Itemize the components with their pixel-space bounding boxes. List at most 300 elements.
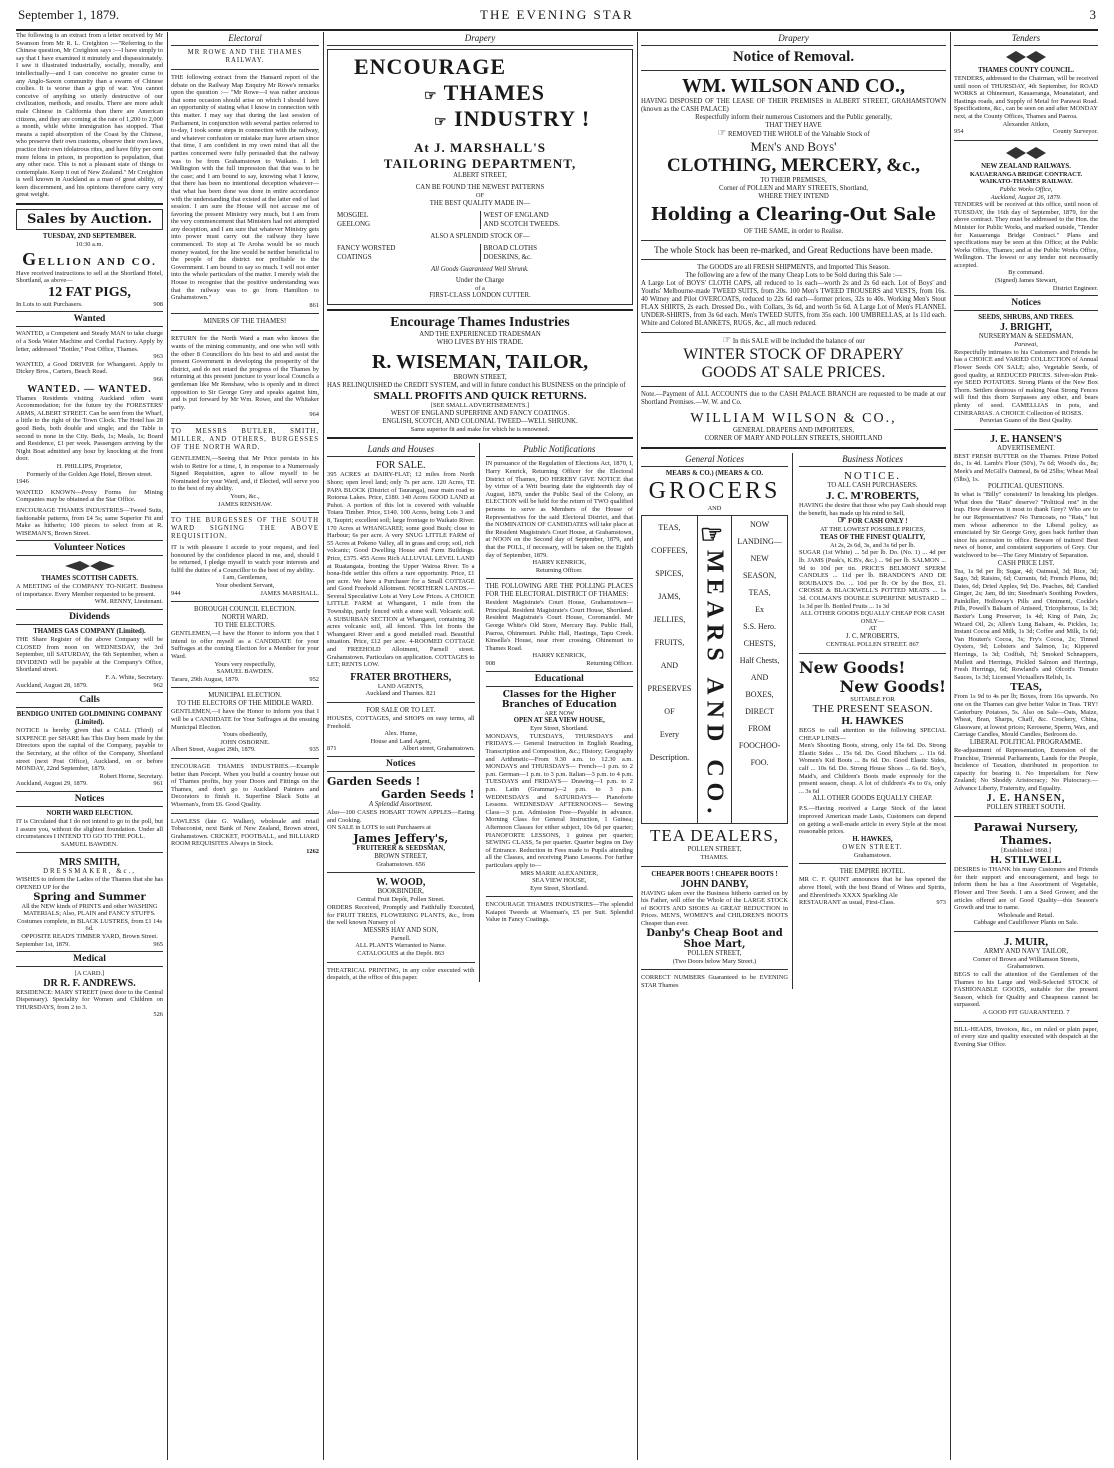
divider [954,816,1098,817]
clearing-out-sale: Holding a Clearing-Out Sale [650,204,937,225]
fabric-fancy-worsted: FANCY WORSTED [337,243,396,252]
divider [327,309,633,311]
see-small: [SEE SMALL ADVERTISEMENTS.] [430,402,530,410]
new-goods-2: New Goods! [839,676,946,696]
divider [171,601,319,602]
municipal-to: TO THE ELECTORS OF THE MIDDLE WARD. [176,700,314,708]
mens-boys: Men's and Boys' [750,139,837,154]
parawai-nursery: Parawai Nursery, Thames. [973,820,1079,847]
mears-top: MEARS & CO.) (MEARS & CO. [665,470,764,477]
foresters-formerly: Formerly of the Golden Age Hotel, Brown street. [26,470,153,478]
ad-number: 963 [153,353,163,361]
item-teas: TEAS, [658,522,681,532]
muir-text: BEGS to call the attention of the Gentlemen of the Thames to his Large and Well-Selected STOCK of FASHIONABLE GOODS, suitable for the present Season, which for Quality and Cheapness cannot be surpassed. [954,971,1098,1009]
orders-text: ORDERS Received, Promptly and Faithfully Executed, for FRUIT TREES, FLOWERING PLANTS, &c., from the well known Nursery of [327,903,475,927]
pointing-hand-icon: ☞ [434,115,448,130]
north-ward-title: NORTH WARD ELECTION. [46,809,133,817]
ad-number: 966 [153,376,163,383]
item-and-2: AND [750,672,769,682]
english-scotch: ENGLISH, SCOTCH, AND COLONIAL TWEED—WELL SHRUNK. [382,417,578,425]
to-all-cash: TO ALL CASH PURCHASERS. [827,482,918,489]
divider [641,866,788,867]
are-now: ARE NOW [544,709,575,717]
eti-title: Encourage Thames Industries [390,315,570,331]
municipal-sign1: Yours obediently, [222,731,268,739]
fabric-table-1 [334,211,626,229]
wiseman-tailor: R. WISEMAN, TAILOR, [371,351,589,374]
for-sale-let: FOR SALE OR TO LET. [366,707,436,714]
item-foo: FOO. [750,757,769,767]
mears-left-list [642,516,697,823]
notices-header: Notices [16,791,163,807]
item-half-chests: Half Chests, [739,655,780,665]
pollen-street: POLLEN STREET, [687,845,742,853]
cadets-text: A MEETING of the COMPANY TO-NIGHT. Business of importance. Every Member requested to be present. [16,583,163,598]
borough-sign2: SAMUEL BAWDEN. [216,668,274,676]
pointing-hand-icon: ☞ [722,335,732,346]
cash-price-text: Tea, 1s 9d per lb; Sugar, 4d; Oatmeal, 3d; Rice, 3d; Sago, 3d; Raisins, 6d; Currants, 6d; French Plums, 8d; Dates, 6d; Dried Apples, 9d; Do. Peaches, 8d; Candied Ginger, 2s; Jam, 8d tin; Steedman's Soothing Powders, Painkiller, Holloway's Pills and Ointment, Cockle's Pills, Powell's Balsam of Aniseed, Tricopherous, 1s 3d; Baxter's Lung Preserver, 1s 4d; King of Pain, 2s; Wizard Oil, 2s; Allen's Lung Balsam, 4s. Pickles, 1s; Instant Cocoa and Milk, 1s 3d; Coffee and Milk, 1s 6d; Van Houten's Cocoa, 3s; Fry's Cocoa, 2s; Tinned Oysters, 9d; Lobsters and Salmon, 1s; Kippered Herrings, 1s 3d; Codfish, 7d; Smoked Schnappers, Mullett and Herrings, Pickled Salmon and Herrings, Fresh Herrings, 6d; Rowland's and Olcott's Tomato Sauces, 1s 3d; Licensed Victuallers Relish, 1s. [954,567,1098,681]
realise: OF THE SAME, in order to Realise. [743,228,844,235]
sale-item: 12 FAT PIGS, [48,284,131,300]
item-foochoo: FOOCHOO- [738,740,781,750]
theatrical-printing: THEATRICAL PRINTING, in any color executed with despatch, at the office of this paper. [327,966,475,982]
north-ward-sign: SAMUEL BAWDEN. [61,840,118,848]
divider [954,1021,1098,1022]
quint-text: MR C. F. QUINT announces that he has opened the above Hotel, with the best Brand of Wines and Spirits, and Ehrenfried's XXXX Sparkling Ale [799,876,946,899]
polling-sign: 908 Returning Officer. [485,660,633,668]
north-ward-text: IT is Circulated that I do not intend to go to the poll, but I assure you, without the slightest foundation. Under all circumstances I INTEND TO GO TO THE POLL. [16,817,163,841]
mroberts-name-2: J. C. M'ROBERTS, [845,632,900,640]
grocers: GROCERS [648,478,781,504]
hawkes-name-2: H. HAWKES, [852,835,893,843]
pointing-hand-icon: ☞ [837,515,847,527]
muir-name: J. MUIR, [1003,935,1049,948]
divider [954,429,1098,430]
nurseryman: NURSERYMAN & SEEDSMAN, [978,333,1074,341]
encourage-doors-text: ENCOURAGE THAMES INDUSTRIES.—Example better than Precept. When you build a country house out of Thames profits, buy your Doors and Fittings on the Thames, and don't go to Auckland Painters and Decorators to finish it. Superfine Black Suits at Wiseman's, from £6. Good Quality. [171,762,319,808]
parawai: Parawai, [1014,341,1038,349]
muir-addr: Corner of Brown and Williamson Streets, Grahamstown. [972,955,1080,971]
wanted-foresters-text: Thames Residents visiting Auckland often want Accommodation; for the future try the FORESTERS' ARMS, ALBERT STREET. Can be seen from the Wharf, a little to the right of the Town Clock. The Hotel has 28 good Beds, both double and single; and the Table is second to none in the City. Beds, 1s; Meals, 1s; Board and Residence, £1 per week. Passengers arriving by the Night Boat admitted any hour by knocking at the front door. [16,394,163,463]
mroberts-name: J. C. M'ROBERTS, [826,490,919,502]
foresters-proprietor: H. PHILLIPS, Proprietor, [56,462,123,470]
fabric-broad-cloths: BROAD CLOTHS [483,243,537,252]
tenders-header: Tenders [954,32,1098,46]
industry-heading: ☞ INDUSTRY ! [434,106,591,131]
divider [641,332,946,333]
volunteer-header: Volunteer Notices [16,540,163,556]
wholesale-retail: Wholesale and Retail. [997,911,1055,919]
divider [327,962,475,963]
lands-column [327,443,480,981]
public-notifications-header: Public Notifications [486,443,634,457]
divider [954,140,1098,141]
borough-title: BOROUGH COUNCIL ELECTION. [194,606,296,614]
fabric-west-england: WEST OF ENGLAND [483,210,549,219]
divider [641,447,946,449]
of-label: OF [475,192,485,199]
column-divider [323,32,324,1460]
whole-stock: The whole Stock has been re-marked, and Great Reductions have been made. [654,245,933,255]
business-notices-header: Business Notices [799,453,946,467]
divider [954,931,1098,932]
frater-addr: Auckland and Thames. 821 [365,690,436,698]
nz-railways: NEW ZEALAND RAILWAYS. [981,162,1071,170]
item-chests: CHESTS, [743,638,776,648]
electoral-header: Electoral [171,32,319,46]
corner-mary-pollen: CORNER OF MARY AND POLLEN STREETS, SHORTLAND [704,435,883,442]
central-pollen: CENTRAL POLLEN STREET. 867 [826,640,919,648]
borough-text: GENTLEMEN,—I have the Honor to inform you that I intend to offer myself as a CANDIDATE for your Suffrages at the coming Election for a Member for your Ward. [171,630,319,661]
bookbinder: BOOKBINDER, [377,888,424,896]
price-list: SUGAR (1st White) ... 5d per lb. Do. (No. 1) ... 4d per lb. JAMS (Peak's, K.B's, &c.) ... 9d per lb. SALMON ... 9d to 10d per tin. PRICE'S BELMONT SPERM CANDLES ... 11d per lb. BRANDON'S AND DE ROUBAIX'S Do. ... 10d per lb. Or by the Box, £1. CROSSE & BLACKWELL'S POTTED MEATS ... 1s 3d. COLMAN'S DOUBLE SUPERFINE MUSTARD ... 1s 3d per lb. Bottled Fruits ... 1s 3d [799,549,946,610]
marshall-ad [327,49,633,305]
district-engineer: District Engineer. [1052,284,1098,292]
butler-text: GENTLEMEN,—Seeing that Mr Price persists in his wish to Retire for a time, I, in response to a Numerously Signed Requisition, agree to allow myself to be Nominated for your Ward, and, if Elected, will serve you to the best of my ability. [171,454,319,493]
mears-box [641,515,788,824]
classes-text: MONDAYS, TUESDAYS, THURSDAYS and FRIDAYS.— General Instruction in English Reading, Transcription and Composition, &c.; History; Geography and Arithmetic—From 9.30 a.m. to 12.30 a.m. MONDAYS and THURSDAYS— French—1 p.m. to 2 p.m. German—1 p.m. to 3 p.m. Italian—3 p.m. to 4 p.m. TUESDAYS and FRIDAYS— Drawing—1 p.m. to 2 p.m. Latin (Grammar)—2 p.m. to 3 p.m. WEDNESDAYS and SATURDAYS— Pianoforte Lessons. WEDNESDAY AFTERNOONS— Sewing Class—3 p.m. Admission Free—Payable in advance. Morning Class for General Instruction, 1 Guinea; Afternoon Classes for either subject, 10s 6d per quarter; PIANOFORTE LESSONS, 1 guinea per quarter; SEWING CLASS, 5s per quarter. Quarter begins on Day of Entrance. Reduction in Fees made to Pupils attending all the Classes, and receiving Piano Lessons. For further particulars apply to— [485,732,633,869]
all-other-goods-2: ALL OTHER GOODS EQUALLY CHEAP. [812,795,933,803]
public-column [486,443,634,981]
wanted-foresters-title: WANTED. — WANTED. [27,383,152,395]
divider [171,687,319,688]
fresh-shipments: The GOODS are all FRESH SHIPMENTS, and Imported This Season. [697,264,890,271]
eti-sub: AND THE EXPERIENCED TRADESMAN [419,331,541,339]
bendigo-sign: Robert Horne, Secretary. [99,772,163,780]
municipal-title: MUNICIPAL ELECTION. [208,692,282,700]
borough-to: TO THE ELECTORS. [214,622,276,630]
bendigo-date: Auckland, August 29, 1879. 961 [16,780,163,788]
danby-pollen: POLLEN STREET, [687,949,742,957]
central-depot: Central Fruit Depôt, Pollen Street. [356,896,445,904]
burgess-text: IT is with pleasure I accede to your request, and feel honoured by the confidence placed in me, and, should I be returned, I pledge myself to watch your interests and fulfil the duties of a Councillor to the best of my ability. [171,544,319,574]
divider [641,240,946,241]
lawless-text: LAWLESS (late G. Walker), wholesale and retail Tobacconist, next Bank of New Zealand, Brown street, Grahamstown. CRICKET, FOOTBALL, and BILLIARD ROOM REQUISITES Always in Stock. [171,817,319,848]
divider [799,863,946,864]
newspaper-title: THE EVENING STAR [480,7,634,22]
by-command: By command. [1008,269,1044,277]
their-premises: TO THEIR PREMISES, [760,177,827,184]
liberal-text: Re-adjustment of Representation, Extension of the Franchise, Triennial Parliaments, Lands for the People, Incidence of Taxation, distributed in proportion to capacity for bearing it. No Imperialism for New Zealand; No Shoddy Aristocracy; No Plutocracy.—Advance Liberty, Fraternity, and Equality. [954,746,1098,792]
wanted-driver: WANTED, a Good DRIVER for Whangarei. Apply to Dickey Bros., Carters, Beach Road. [16,360,163,376]
issue-date: September 1, 1879. [18,7,120,22]
corner-streets: Corner of POLLEN and MARY STREETS, Shortland, [719,185,868,192]
item-preserves: PRESERVES [647,683,692,693]
column-divider [167,32,168,1460]
where-intend: WHERE THEY INTEND [758,193,829,200]
notice-label: NOTICE. [843,470,902,482]
disposed-text: HAVING DISPOSED OF THE LEASE OF THEIR PREMISES in ALBERT STREET, GRAHAMSTOWN (known as the CASH PALACE) [641,98,946,113]
divider [171,758,319,759]
gas-company-title: THAMES GAS COMPANY (Limited). [33,628,146,636]
fabric-scotch: AND SCOTCH TWEEDS. [483,219,560,228]
general-notices-header: General Notices [641,453,788,467]
that-they-have: THAT THEY HAVE [765,122,822,129]
classes-title: Classes for the Higher Branches of Education [501,689,617,710]
rowe-text: THE following extract from the Hansard report of the debate on the Railway Map Enquiry Mr Rowe's remarks upon the question :— "Mr Rowe—I was rather anxious that some occasion should arise on which I should have an opportunity of stating what I know in connection with this matter. I may say that during the last session of Parliament, in conjunction with several parties referred to to-day, I took some steps in connection with the railway, and whatever confusion or mistake may have arisen since that time, I am confident in my own mind that all the parties concerned were fully persuaded that the railway was to be from Grahamstown to Waikato. I left Wellington with the full impression that that was to be the case; and I am bound to say, knowing what I know, that there has been no intentional deception whatever—that what has been done was done in entire accordance with the understanding that existed at the latter end of last session. I am sure the House will not accuse me of favoring the present Ministry very much, but I am from the very commencement that Ministers had not attempted any deception, and I am sure that whatever Ministry gets into power must carry out the railway they have commenced. To stop at Te Aroha would be so much money wasted, for the line would be neither beneficial to the people of the district nor profitable to the Government. I am bound to say so much. I will not enter into the whole particulars of the matter. I merely wish the House to recognise that the positive understanding was that the railway was to go from Hamilton to Grahamstown." [171,74,319,302]
election-notice: IN pursuance of the Regulation of Elections Act, 1870, I, Harry Kenrick, Returning Officer for the Electoral District of Thames, DO HEREBY GIVE NOTICE that by virtue of a Writ bearing date the eighteenth day of August, 1879, under the Public Seal of the Colony, an ELECTION will be held for the return of TWO qualified persons to serve as Members of the House of Representatives for the said Electoral District, and that the NOMINATION OF CANDIDATES will take place at the Resident Magistrate's Court House, at Grahamstown, at NOON on the Second day of September, 1879, and that the POLL, if necessary, will be taken on the Eighth day of September, 1879. [485,460,633,559]
gas-date: Auckland, August 28, 1879. 962 [16,681,163,689]
item-boxes: BOXES, [745,689,774,699]
stewart-name: (Signed) James Stewart, [995,277,1057,285]
item-of: OF [664,706,675,716]
rowe-title: MR ROWE AND THE THAMES RAILWAY. [187,49,303,64]
empire-hotel: THE EMPIRE HOTEL. [839,868,906,876]
danby-text: HAVING taken over the Business hitherto carried on by his Father, will offer the Whole of the LARGE STOCK of BOOTS AND SHOES At GREAT REDUCTION in Prices. MEN'S, WOMEN'S and CHILDREN'S BOOTS Cheaper than ever. [641,889,788,927]
mrs-smith-title: MRS SMITH, [59,857,120,869]
hansen-title: J. E. HANSEN'S [990,433,1062,445]
stilwell-name: H. STILWELL [990,854,1062,867]
column-3 [327,32,633,1460]
clothing-mercery: CLOTHING, MERCERY, &c., [666,155,921,176]
mroberts-text: HAVING the desire that those who pay Cash should reap the benefit, has made up his mind to Sell, [799,502,946,517]
burgess-title: TO THE BURGESSES OF THE SOUTH WARD SIGNING THE ABOVE REQUISITION. [171,517,319,541]
divider [16,203,163,205]
item-spices: SPICES, [655,568,684,578]
respect-text: Respectfully inform their numerous Customers and the Public generally, [695,114,892,121]
item-teas-2: TEAS, [748,587,771,597]
billheads-text: BILL-HEADS, Invoices, &c., on ruled or plain paper, of every size and quality executed with despatch at the Evening Star Office. [954,1025,1098,1048]
crest-icon [1001,145,1051,161]
column-4 [641,32,946,1460]
divider [486,578,634,579]
divider [641,259,946,260]
grahamstown: Grahamstown. [853,851,892,859]
general-drapers: GENERAL DRAPERS AND IMPORTERS, [733,427,854,434]
on-sale: ON SALE in LOTS to suit Purchasers at [327,824,431,832]
masthead [0,0,1114,26]
hume-name: Alex. Hume, [384,730,418,738]
item-from: FROM [748,723,771,733]
at-label: AT [868,625,877,633]
lands-header: Lands and Houses [327,443,475,457]
gas-company-text: THE Share Register of the above Company will be CLOSED from noon on WEDNESDAY, the 3rd September, till SATURDAY, the 6th September, when a DIVIDEND will be payable at the Company's Office, Shortland street. [16,636,163,674]
jeff-town: Grahamstown. 656 [376,860,426,868]
political-questions: POLITICAL QUESTIONS. [987,483,1065,491]
pointing-hand-icon: ☞ [717,128,727,139]
kenrick-name: HARRY KENRICK, [532,652,586,660]
spring-summer: Spring and Summer [33,891,146,903]
winter-stock: WINTER STOCK OF DRAPERY [683,346,904,363]
gas-sign: F. A. White, Secretary. [105,674,163,682]
liberal-programme: LIBERAL POLITICAL PROGRAMME. [969,738,1083,746]
restaurant: RESTAURANT as usual, First-Class. 973 [799,899,946,907]
danby-two-doors: (Two Doors below Mary Street.) [672,957,757,965]
cadets-sign: WM. RENNY, Lieutenant. [94,598,163,606]
drapery-header: Drapery [327,32,633,46]
jeffery-name: James Jeffery's, [353,831,449,845]
new-goods-1: New Goods! [799,657,906,677]
land-listings: 395 ACRES at DAIRY-FLAT; 12 miles from North Shore; open level land; only 7s per acre. 120 Acres, TE PAPA BLOCK (District of Tauranga), near main road to Rotorua Lakes. Price, £180. 140 Acres GOOD LAND at Puhoi. A portion of this lot is covered with valuable Totara Timber. Price, £140. 100 Acres, being Lots 3 and 8, Taupiri; excellent soil; large frontage to Waikato River. 170 Acres at WHANGAREI; some good Bush; close to Harbour; 6s per acre. A very SNUG LITTLE FARM of 55 Acres at Pokeno Valley, all in grass and crop; soil, rich volcanic; Good Dwelling House and Farm Buildings. Price, £375. 455 Acres Rich ALLUVIAL LEVEL LAND at Ruatangata, fronting the Upper Wairoa River. To a bona-fide settler this offers a rare opportunity. Price, £1 per acre. We have a Purchaser for a Small COTTAGE and Good Freehold Allotment. NORTHERN LANDS.—Several Speculative Lots at Very Low Prices. A CHOICE LITTLE FARM at Whangarei, 1 mile from the Township, partly fenced with a stone wall. Volcanic soil. A SUBURBAN SECTION at Whangarei, containing 30 acres volcanic soil, all fenced. This lot fronts the Whangarei River and a good metalled road. Beautiful situation. Price, £12 per acre. 4-ROOMED COTTAGE and FREEHOLD Allotment, Parnell street. Grahamstown. Particulars on application. COTTAGES to LET; RENTS LOW. [327,471,475,669]
hawkes-text: BEGS to call attention to the following SPECIAL CHEAP LINES— [799,727,946,742]
west-superfine: WEST OF ENGLAND SUPERFINE AND FANCY COATINGS. [390,409,570,417]
danby-name: JOHN DANBY, [680,878,749,890]
alexander-name: MRS MARIE ALEXANDER, [520,869,599,877]
in-this-sale: ☞ In this SALE will be included the balance of our [722,335,865,346]
garden-seeds-2: Garden Seeds ! [381,787,475,801]
lower-section [327,443,633,981]
albert-street: ALBERT STREET, [453,172,507,179]
general-notices-column [641,453,793,989]
mears-vertical: ☞MEARS AND CO. [697,516,732,823]
eyre-street: Eyre Street, Shortland. [530,725,589,733]
column-1 [16,32,163,1460]
thames-heading: ☞ THAMES [424,80,546,105]
aitken-name: Alexander Aitken, [1002,120,1050,128]
divider [486,896,634,897]
page-number: 3 [1089,7,1096,22]
all-other-goods: ALL OTHER GOODS EQUALLY CHEAP FOR CASH ONLY— [800,610,945,625]
municipal-text: GENTLEMEN,—I have the Honor to inform you that I will be a CANDIDATE for Your Suffrages at the ensuing Municipal Election. [171,708,319,731]
sale-instructions: Have received instructions to sell at the Shortland Hotel, Shortland, as above— [16,269,163,285]
lots-list: A Large Lot of BOYS' CLOTH CAPS, all reduced to 1s each—worth 2s and 2s 6d each. Lot of Boys' and Youths' Melbourne-made TWEED SUITS, from 20s. 100 Men's TWEED TROUSERS and VESTS, from 16s. 40 Witney and Pilot OVERCOATS, reduced to 22s 6d each—former prices, 32s to 40s. Working Men's Stout FLAX SHIRTS, 2s each. Dressed Do., with Collars, 3s 6d, and worth 5s 6d. A Large Lot of Men's FLANNEL UNDER-SHIRTS, from 3s 6d each. Men's TWEED SUITS, from 35s each. 100 UMBRELLAS, at 1s 11d each. White and Colored BLANKETS, RUGS, &c., all much reduced. [641,280,946,327]
item-description: Description. [649,752,690,762]
miners-text: RETURN for the North Ward a man who knows the wants of the mining community, and one who will with the other 8 Councillors do his best to aid and assist the present Government in developing the prosperity of the district, and do not retard the progress of the Thames by returning at this present juncture to your local Councils a gentleman like Mr Renshaw, who is openly and in direct opposition to Sir George Grey and speaks against him, and is put forward by Mr Wm. Rowe, and the Whitaker party. [171,335,319,411]
bendigo-text: NOTICE is hereby given that a CALL (Third) of SIXPENCE per SHARE has This Day been made by the Directors upon the capital of the Company, payable to the Secretary, at the office of the Company, Shortland street (next Post Office), Auckland, on or before MONDAY, 22nd September, 1879. [16,727,163,773]
suitable-for: SUITABLE FOR [850,695,895,703]
cheap-lots: The following are a few of the many Cheap Lots to be Sold during this Sale :— [685,272,902,279]
stilwell-text: DESIRES to THANK his many Customers and Friends for their support and encouragement, and begs to inform them he has a fine Assortment of Vegetable, Flower and Tree Seeds. I am a Seed Grower, and the articles offered are of Good Quality—this Season's Growth and true to name. [954,866,1098,912]
present-season: THE PRESENT SEASON. [812,703,933,716]
item-jams: JAMS, [658,591,681,601]
divider [171,313,319,314]
butter-text: BEST FRESH BUTTER on the Thames. Prime Potted do., 1s 4d. Lamb's Flour (50's), 7s 6d; Wood's do., 8s; Meek's and McGill's Oatmeal, 8s 6d 25lbs; Wheat Meal (5lbs), 1s. [954,452,1098,483]
hume-title: House and Land Agent, [370,737,431,745]
sea-view-house: OPEN AT SEA VIEW HOUSE, [513,717,605,725]
divider [327,702,475,703]
divider [327,437,633,439]
mrs-smith-text: WISHES to inform the Ladies of the Thames that she has OPENED UP for the [16,876,163,891]
small-profits: SMALL PROFITS AND QUICK RETURNS. [373,390,587,403]
for-sale: FOR SALE. [376,460,426,472]
army-navy-tailor: ARMY AND NAVY TAILOR, [983,947,1069,955]
advertisement-label: ADVERTISEMENT. [997,444,1055,452]
ps-text: P.S.—Having received a Large Stock of the latest improved American made Lasts, Customers can depend on getting a well-made article in every Style at the most reasonable prices. [799,805,946,836]
mrs-smith-addr: OPPOSITE READ'S TIMBER YARD, Brown Street. [21,932,158,940]
hawkes-name: H. HAWKES [841,715,904,728]
public-works-office: Public Works Office, [999,185,1053,193]
divider [171,813,319,814]
butler-title: TO MESSRS BUTLER, SMITH, MILLER, AND OTHERS, BURGESSES OF THE NORTH WARD. [171,427,319,451]
owen-street: OWEN STREET. [842,843,903,851]
divider [171,69,319,70]
encourage-industries-wiseman: ENCOURAGE THAMES INDUSTRIES—Tweed Suits, fashionable patterns, from £4 5s; same Superior Fit and Make as hitherto; 100 pieces to select from at R. WISEMAN'S, Brown Street. [16,506,163,537]
ad-number: 526 [153,1011,163,1019]
item-ex: Ex [755,604,765,614]
hansen-name: J. E. HANSEN, [986,792,1066,804]
mrs-smith-text2: All the NEW kinds of PRINTS and other WASHING MATERIALS; Also, PLAIN and FANCY STUFFS. [21,902,158,918]
column-divider [950,32,951,1460]
tcc-sign: 954 County Surveyor. [954,128,1098,136]
wanted-proxy-forms: WANTED KNOWN—Proxy Forms for Mining Companies may be obtained at the Star Office. [16,488,163,504]
burgess-sign: 944 JAMES MARSHALL. [171,589,319,597]
correct-numbers: CORRECT NUMBERS Guaranteed to be EVENING STAR Thames [641,974,788,989]
divider [171,330,319,331]
encourage-heading: ENCOURAGE [354,54,507,79]
wiseman-text: HAS RELINQUISHED the CREDIT SYSTEM, and will in future conduct his BUSINESS on the principle of [327,382,626,390]
borough-date: Tararu, 29th August, 1879. 952 [171,675,319,683]
kauaeranga-contract: KAUAERANGA BRIDGE CONTRACT. [969,170,1083,178]
payment-note: Note.—Payment of ALL ACCOUNTS due to the CASH PALACE BRANCH are requested to be made at our Shortland Premises.—W. W. and Co. [641,391,946,406]
cabbage-plants: Cabbage and Cauliflower Plants on Sale. [973,919,1079,927]
frater-sub: LAND AGENTS, [377,682,424,690]
mrs-smith-text3: Costumes complete, in BLACK LUSTRES, from £1 14s 6d. [16,917,163,933]
miners-title: MINERS OF THE THAMES! [203,318,287,326]
pointing-hand-icon: ☞ [424,89,438,104]
tailoring-dept: TAILORING DEPARTMENT, [383,156,577,171]
goods-sale-prices: GOODS AT SALE PRICES. [701,364,886,381]
hay-and-son: MESSRS HAY AND SON, [363,926,439,934]
fabric-geelong: GEELONG [337,219,371,228]
teas-text: From 1s 9d to 4s per lb; Boxes, from 16s upwards. No one on the Thames can give better Value in Teas. TRY! Canterbury Potatoes, 5s. Also on Sale—Oats, Maize, Wheat, Bran, Sharps, Chaff, &c. Crockery, China, Glassware, at lowest prices; Kerosene, Sperm, Wax, and Carriage Candles, Mould Candles, Bedroom do. [954,693,1098,739]
item-every: Every [659,729,679,739]
of-a-label: of a [475,284,485,292]
best-quality: THE BEST QUALITY MADE IN— [429,199,531,207]
item-fruits: FRUITS, [654,637,685,647]
business-notices-column [799,453,946,989]
established: [Established 1868.] [1001,846,1051,854]
william-wilson: WILLIAM WILSON & CO., [690,411,897,426]
borough-sign1: Yours very respectfully, [214,660,276,668]
ad-number: 1946 [16,478,29,486]
item-season: SEASON, [743,570,777,580]
sale-date: TUESDAY, 2ND SEPTEMBER. [42,233,137,241]
wanted-soda-water: WANTED, a Competent and Steady MAN to take charge of a Soda Water Machine and Cordial Factory. Apply by letter, addressed "Bottler," Post Office, Thames. [16,330,163,353]
political-text: In what is "Billy" consistent? In breaking his pledges. What does the "Rats" deserve? "Political rest" in the trap. How deserves it most to thank Grey? Who are to be our Representatives? No Turncoats, no "Rats," but men whose adherence to the Liberal policy, as enunciated by Sir George Grey, goes back further than since his accession to office. Beware of traitors! Best news of honor, and consistent supporters of Grey. Our watchword to be—The Grey Ministry of Separation. [954,491,1098,559]
teas-heading: TEAS, [1010,681,1042,694]
mrs-smith-date: September 1st, 1879. 965 [16,940,163,948]
item-landing: LANDING— [737,536,782,546]
catalogues: CATALOGUES at the Depôt. 863 [357,949,445,957]
dividends-header: Dividends [16,609,163,625]
nzr-text: TENDERS will be received at this office, until noon of TUESDAY, the 16th day of September, 1879, for the above contract. They must be addressed to the Hon. the Minister for Public Works, and marked outside, "Tender for Kauaeranga Bridge Contract." Plans and specifications may be seen at this Office; at the Public Works Office, Thames; and at the Public Works Office, Wellington. The lowest or any tender not necessarily accepted. [954,201,1098,269]
ad-number: 964 [309,411,319,419]
london-cutter: FIRST-CLASS LONDON CUTTER. [429,292,531,300]
municipal-date: Albert Street, August 29th, 1879. 935 [171,746,319,754]
kenrick-name: HARRY KENRICK, [532,559,586,567]
lower-section-4 [641,453,946,989]
doctor-name: DR R. F. ANDREWS. [43,977,136,989]
notices-header-5: Notices [954,295,1098,311]
good-fit: A GOOD FIT GUARANTEED. 7 [982,1009,1070,1017]
divider [171,512,319,513]
peruvian-guano: Peruvian Guano of the Best Quality. [979,417,1073,425]
polling-title: THE FOLLOWING ARE THE POLLING PLACES FOR THE ELECTORAL DISTRICT OF THAMES: [485,583,633,599]
jeff-street: BROWN STREET, [374,852,428,860]
crest-icon [1001,49,1051,65]
burgess-sign1: I am, Gentlemen, [222,574,268,582]
medical-card: [A CARD.] [74,970,105,978]
tcc-text: TENDERS, addressed to the Chairman, will be received until noon of THURSDAY, 4th September, for ROAD WORKS at Ohinemuri, Kauaeranga, Moanataiari, and Hastings roads, and Supply of Metal for Parawai Road. Specifications, &c., can be seen on and after MONDAY next, at the County Offices, Thames and Paeroa. [954,75,1098,120]
bright-name: J. BRIGHT, [1000,322,1052,334]
fabric-mosgiel: MOSGIEL [337,210,369,219]
item-new: NEW [750,553,769,563]
medical-text: RESIDENCE: MARY STREET (next door to the Central Dispensary). Speciality for Women and Children on THURSDAYS, from 2 to 3. [16,988,163,1011]
ad-number: 861 [309,301,319,309]
butler-sign1: Yours, &c., [230,492,260,500]
frater-brothers: FRATER BROTHERS, [350,671,452,683]
newest-patterns: CAN BE FOUND THE NEWEST PATTERNS [415,184,545,191]
masthead-rule [16,29,1098,31]
item-and: AND [660,660,679,670]
cash-price-list: CASH PRICE LIST. [997,559,1055,567]
column-2 [171,32,319,1460]
item-ss-hero: S.S. Hero. [743,621,777,631]
cheaper-boots: CHEAPER BOOTS ! CHEAPER BOOTS ! [651,870,778,878]
sale-time: 10:30 a.m. [75,241,104,249]
notice-of-removal: Notice of Removal. [732,49,855,65]
warranted: ALL PLANTS Warranted to Name. [355,942,447,950]
